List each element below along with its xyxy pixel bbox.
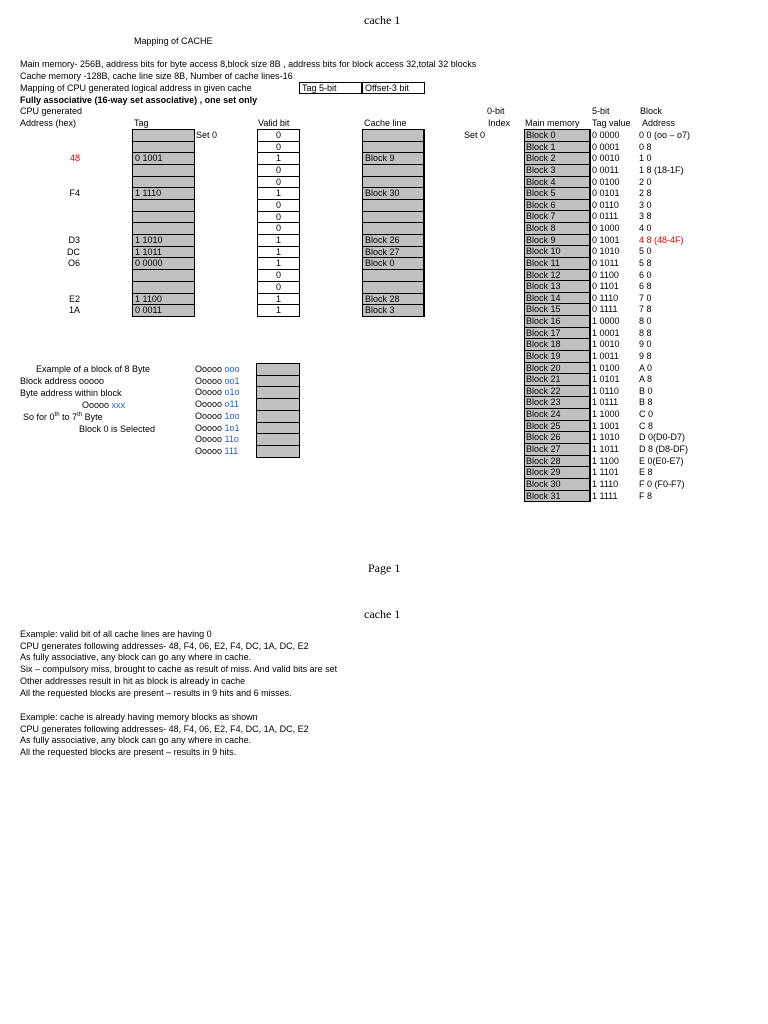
block-address: 2 8	[639, 188, 652, 198]
block-address: D 8 (D8-DF)	[639, 444, 688, 454]
tag-value: 1 1111	[592, 491, 618, 501]
valid-bit-cell: 1	[257, 304, 300, 317]
byte-offset-bits: 111	[224, 446, 239, 456]
tag-value: 0 0101	[592, 188, 620, 198]
tag-value: 1 0000	[592, 316, 620, 326]
block-address: 7 0	[639, 293, 652, 303]
index-bits-header: 0-bit	[487, 106, 505, 116]
tag-value: 0 0100	[592, 177, 620, 187]
main-memory-block: Block 22	[524, 385, 591, 397]
tag-value: 1 0100	[592, 363, 620, 373]
valid-bit-cell: 1	[257, 187, 300, 200]
block-address: 5 8	[639, 258, 652, 268]
block-address: F 0 (F0-F7)	[639, 479, 685, 489]
tag-value: 1 0011	[592, 351, 619, 361]
tag-value: 0 1100	[592, 270, 619, 280]
tag-value: 0 0000	[592, 130, 620, 140]
cpu-generated-label: CPU generated	[20, 106, 83, 116]
byte-offset-bits: oo1	[224, 376, 240, 386]
byte-address	[195, 423, 240, 434]
byte-address	[195, 387, 240, 398]
main-memory-block: Block 14	[524, 292, 591, 304]
main-memory-block: Block 31	[524, 490, 591, 502]
block-address: 6 0	[639, 270, 652, 280]
main-memory-block: Block 26	[524, 431, 591, 444]
main-memory-block: Block 11	[524, 257, 591, 270]
valid-bit-cell: 0	[257, 211, 300, 223]
main-memory-block: Block 19	[524, 350, 591, 363]
desc-cache-memory: Cache memory -128B, cache line size 8B, Number of cache lines-16	[20, 71, 293, 81]
block-address: E 8	[639, 467, 653, 477]
byte-address-prefix: Ooooo	[195, 423, 225, 433]
tag-value: 1 0010	[592, 339, 620, 349]
tag-value: 0 0010	[592, 153, 620, 163]
valid-bit-cell: 0	[257, 176, 300, 188]
main-memory-block: Block 20	[524, 362, 591, 374]
cache-line-cell: Block 9	[362, 152, 425, 165]
tag-cell: 0 0000	[132, 257, 195, 270]
tag-cell: 1 1010	[132, 234, 195, 247]
block-address: 5 0	[639, 246, 652, 256]
example2-line: CPU generates following addresses- 48, F4, 06, E2, F4, DC, 1A, DC, E2	[20, 723, 309, 734]
cache-line-cell: Block 27	[362, 246, 425, 258]
example2-line: All the requested blocks are present – results in 9 hits.	[20, 747, 237, 758]
example2-line: As fully associative, any block can go any where in cache.	[20, 735, 252, 746]
tag-value: 1 0111	[592, 397, 619, 407]
cpu-address: F4	[69, 188, 80, 198]
block-address: 9 0	[639, 339, 652, 349]
byte-offset-bits: ooo	[224, 364, 240, 374]
main-memory-block: Block 13	[524, 280, 591, 293]
main-memory-block: Block 16	[524, 315, 591, 328]
valid-bit-cell: 0	[257, 222, 300, 235]
tag-cell: 0 0011	[132, 304, 195, 317]
byte-address-prefix: Ooooo	[195, 446, 225, 456]
set0-label: Set 0	[196, 130, 218, 140]
main-memory-block: Block 29	[524, 466, 591, 479]
cpu-address: D3	[68, 235, 80, 245]
example2-line: Example: cache is already having memory blocks as shown	[20, 712, 258, 722]
cpu-address: 48	[69, 153, 80, 163]
valid-bit-cell: 0	[257, 129, 300, 142]
main-memory-block: Block 24	[524, 408, 591, 421]
byte-address	[195, 399, 239, 410]
example1-line: Six – compulsory miss, brought to cache as result of miss. And valid bits are set	[20, 664, 338, 675]
tag-value: 0 1010	[592, 246, 620, 256]
valid-bit-cell: 0	[257, 164, 300, 177]
valid-bit-header: Valid bit	[258, 118, 290, 128]
main-memory-block: Block 25	[524, 420, 591, 432]
example-label: So for 0th to 7th Byte	[23, 412, 103, 422]
main-memory-block: Block 7	[524, 210, 591, 223]
cpu-address: E2	[68, 294, 80, 304]
desc-main-memory: Main memory- 256B, address bits for byte access 8,block size 8B , address bits for block access 32,total 32 blocks	[20, 59, 477, 69]
byte-offset-bits: 11o	[224, 434, 239, 444]
block-address: 1 8 (18-1F)	[639, 165, 684, 175]
tag-value: 0 1001	[592, 235, 620, 245]
cache-line-cell: Block 28	[362, 293, 425, 305]
main-memory-block: Block 3	[524, 164, 591, 177]
tag-cell: 1 1100	[132, 293, 195, 305]
tag-bits-box: Tag 5-bit	[299, 82, 362, 94]
valid-bit-cell: 1	[257, 152, 300, 165]
block-address-header: Address	[642, 118, 676, 128]
block-address: A 0	[639, 363, 653, 373]
cache-line-header: Cache line	[364, 118, 407, 128]
valid-bit-cell: 1	[257, 293, 300, 305]
byte-offset-bits: o1o	[224, 387, 240, 397]
page2-header: cache 1	[364, 607, 401, 621]
block-address: 7 8	[639, 304, 652, 314]
tag-value: 0 0001	[592, 142, 620, 152]
example-label	[82, 400, 125, 411]
valid-bit-cell: 0	[257, 199, 300, 212]
example-label: Block 0 is Selected	[79, 424, 156, 434]
main-memory-block: Block 12	[524, 269, 591, 281]
main-memory-block: Block 9	[524, 234, 591, 246]
block-header: Block	[640, 106, 663, 116]
tag-value: 0 1011	[592, 258, 619, 268]
valid-bit-cell: 0	[257, 281, 300, 294]
main-memory-block: Block 4	[524, 176, 591, 188]
byte-address-prefix: Ooooo	[195, 364, 225, 374]
main-memory-block: Block 2	[524, 152, 591, 165]
index-header: Index	[488, 118, 511, 128]
byte-address	[195, 434, 239, 445]
page1-title: Mapping of CACHE	[134, 36, 213, 46]
block-address: D 0(D0-D7)	[639, 432, 686, 442]
main-memory-block: Block 18	[524, 338, 591, 351]
example1-line: As fully associative, any block can go any where in cache.	[20, 652, 252, 663]
cache-line-cell: Block 30	[362, 187, 425, 200]
example1-line: All the requested blocks are present – results in 9 hits and 6 misses.	[20, 687, 292, 698]
cache-line-cell: Block 0	[362, 257, 425, 270]
valid-bit-cell: 1	[257, 246, 300, 258]
tag-value: 1 1010	[592, 432, 620, 442]
main-memory-block: Block 27	[524, 443, 591, 456]
valid-bit-cell: 1	[257, 257, 300, 270]
valid-bit-cell: 0	[257, 141, 300, 153]
block-address: B 0	[639, 386, 653, 396]
tag-value: 0 1110	[592, 293, 619, 303]
tag-value: 1 0101	[592, 374, 620, 384]
offset-bits-box: Offset-3 bit	[362, 82, 425, 94]
example1-line: Example: valid bit of all cache lines are having 0	[20, 629, 212, 639]
block-address: 8 0	[639, 316, 652, 326]
example-label-bits: xxx	[111, 400, 126, 410]
example-label: Byte address within block	[20, 388, 122, 398]
byte-address-prefix: Ooooo	[195, 434, 225, 444]
tag-value: 0 1101	[592, 281, 619, 291]
byte-offset-bits: 1o1	[224, 423, 240, 433]
block-address: 0 0 (oo – o7)	[639, 130, 691, 140]
block-address: C 0	[639, 409, 654, 419]
tag-value: 1 1101	[592, 467, 619, 477]
cpu-address: 1A	[68, 305, 80, 315]
byte-address-prefix: Ooooo	[195, 399, 225, 409]
example-label-prefix: Ooooo	[82, 400, 112, 410]
address-hex-header: Address (hex)	[20, 118, 77, 128]
tag-value: 1 1000	[592, 409, 620, 419]
byte-address-prefix: Ooooo	[195, 411, 225, 421]
tag-cell: 0 1001	[132, 152, 195, 165]
block-address: 3 0	[639, 200, 652, 210]
block-address: A 8	[639, 374, 653, 384]
byte-address	[195, 446, 238, 457]
cache-line-cell: Block 26	[362, 234, 425, 247]
valid-bit-cell: 0	[257, 269, 300, 282]
block-address: 4 8 (48-4F)	[639, 235, 684, 245]
block-address: 3 8	[639, 211, 652, 221]
byte-address-prefix: Ooooo	[195, 376, 225, 386]
example-label: Block address ooooo	[20, 376, 105, 386]
byte-offset-bits: o11	[224, 399, 239, 409]
tag-value: 0 1111	[592, 304, 618, 314]
block-address: E 0(E0-E7)	[639, 456, 684, 466]
main-memory-block: Block 1	[524, 141, 591, 153]
block-address: 8 8	[639, 328, 652, 338]
byte-cell	[256, 445, 300, 458]
block-address: 0 8	[639, 142, 652, 152]
main-memory-block: Block 8	[524, 222, 591, 235]
byte-address	[195, 376, 240, 387]
block-address: 4 0	[639, 223, 652, 233]
cpu-address: DC	[67, 247, 80, 257]
tag-value: 0 0011	[592, 165, 619, 175]
main-memory-block: Block 5	[524, 187, 591, 200]
tag-value: 1 0001	[592, 328, 620, 338]
tag-value: 0 0110	[592, 200, 619, 210]
desc-mapping: Mapping of CPU generated logical address in given cache	[20, 83, 252, 93]
tag-cell: 1 1011	[132, 246, 195, 258]
index-set0-label: Set 0	[464, 130, 486, 140]
byte-address-prefix: Ooooo	[195, 387, 225, 397]
main-memory-block: Block 0	[524, 129, 591, 142]
main-memory-block: Block 30	[524, 478, 591, 491]
example-label: Example of a block of 8 Byte	[36, 364, 151, 374]
main-memory-block: Block 28	[524, 455, 591, 467]
block-address: B 8	[639, 397, 653, 407]
main-memory-block: Block 21	[524, 373, 591, 386]
example1-line: Other addresses result in hit as block is already in cache	[20, 675, 246, 686]
main-memory-block: Block 6	[524, 199, 591, 211]
tag-value: 1 1110	[592, 479, 619, 489]
tag-value: 0 1000	[592, 223, 620, 233]
page1-header: cache 1	[364, 13, 401, 27]
main-memory-block: Block 23	[524, 396, 591, 409]
tag-value-bits-header: 5-bit	[592, 106, 610, 116]
fully-associative-heading: Fully associative (16-way set associative) , one set only	[20, 95, 258, 105]
tag-cell: 1 1110	[132, 187, 195, 200]
example1-line: CPU generates following addresses- 48, F4, 06, E2, F4, DC, 1A, DC, E2	[20, 640, 309, 651]
tag-value: 1 0110	[592, 386, 619, 396]
tag-value: 0 0111	[592, 211, 619, 221]
block-address: F 8	[639, 491, 653, 501]
block-address: 1 0	[639, 153, 652, 163]
block-address: 2 0	[639, 177, 652, 187]
tag-value: 1 1011	[592, 444, 619, 454]
cpu-address: O6	[67, 258, 80, 268]
main-memory-header: Main memory	[525, 118, 580, 128]
main-memory-block: Block 15	[524, 303, 591, 316]
main-memory-block: Block 17	[524, 327, 591, 339]
tag-value: 1 1100	[592, 456, 619, 466]
tag-value-header: Tag value	[592, 118, 631, 128]
main-memory-block: Block 10	[524, 245, 591, 258]
cache-line-cell: Block 3	[362, 304, 425, 317]
block-address: C 8	[639, 421, 654, 431]
block-address: 6 8	[639, 281, 652, 291]
block-address: 9 8	[639, 351, 652, 361]
tag-value: 1 1001	[592, 421, 620, 431]
tag-column-header: Tag	[134, 118, 149, 128]
byte-offset-bits: 1oo	[224, 411, 240, 421]
byte-address	[195, 364, 240, 375]
page-number: Page 1	[368, 561, 401, 575]
valid-bit-cell: 1	[257, 234, 300, 247]
byte-address	[195, 411, 240, 422]
